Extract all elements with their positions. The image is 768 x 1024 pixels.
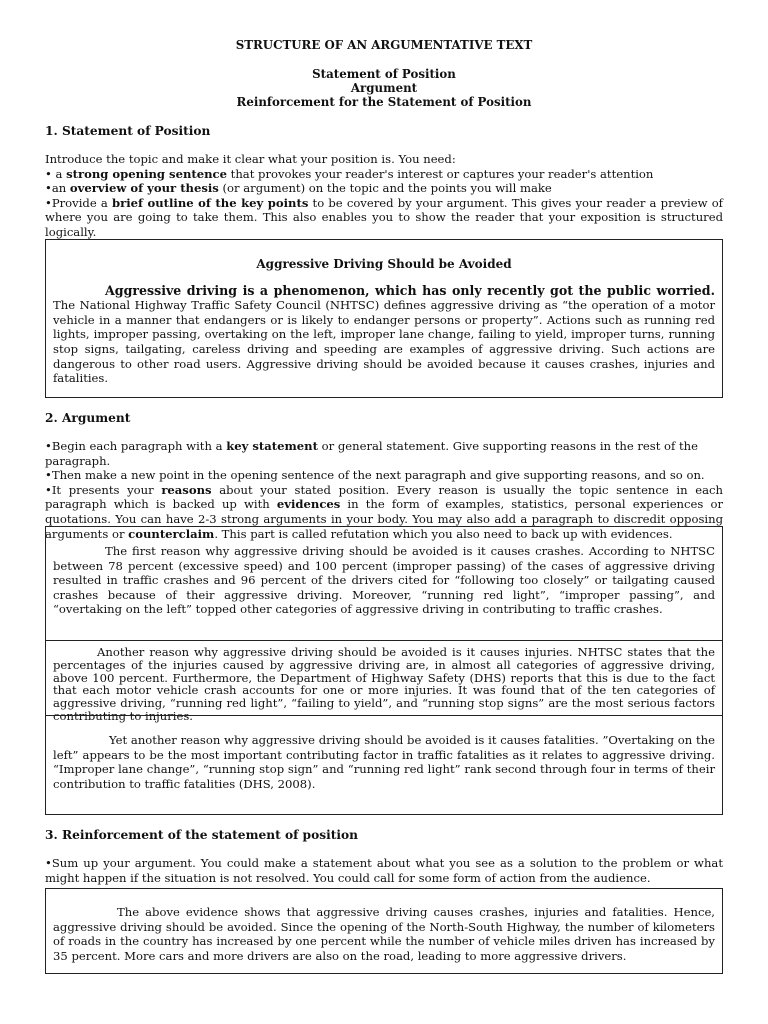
example-lead-sentence: Aggressive driving is a phenomenon, which has only recently got the public worried. bbox=[105, 282, 715, 298]
argument-example-3-box bbox=[45, 715, 723, 815]
section1-example-box bbox=[45, 239, 723, 398]
section2-heading: 2. Argument bbox=[45, 411, 131, 425]
section2-bullet-3: •It presents your reasons about your stated position. Every reason is usually the topic sentence in each paragraph which is backed up with evidences in the form of examples, statistics, personal experiences or quotations. You can have 2-3 strong arguments in your body. You may also add a paragraph to discredit opposing arguments or counterclaim. This part is called refutation which you also need to back up with evidences. bbox=[45, 482, 723, 541]
example-paragraph: Aggressive driving is a phenomenon, which has only recently got the public worried. The National Highway Traffic Safety Council (NHTSC) defines aggressive driving as “the operation of a motor vehicle in a manner that endangers or is likely to endanger persons or property”. Actions such as running red lights, improper passing, overtaking on the left, improper lane change, failing to yield, improper turns, running stop signs, tailgating, careless driving and speeding are examples of aggressive driving. Such actions are dangerous to other road users. Aggressive driving should be avoided because it causes crashes, injuries and fatalities. bbox=[53, 282, 715, 386]
argument-example-1-box bbox=[45, 526, 723, 641]
argument-example-3: Yet another reason why aggressive driving should be avoided is it causes fatalities. ”Overtaking on the left” appears to be the most important contributing factor in traffic fatalities as it relates to aggressive driving. “Improper lane change”, “running stop sign” and “running red light” rank second through four in terms of their contribution to traffic fatalities (DHS, 2008). bbox=[53, 733, 715, 791]
section2-bullet-2: •Then make a new point in the opening sentence of the next paragraph and give supporting reasons, and so on. bbox=[45, 468, 705, 483]
reinforcement-example-box bbox=[45, 888, 723, 974]
subtitle-reinforcement: Reinforcement for the Statement of Position bbox=[236, 95, 532, 109]
section1-bullet-2: •an overview of your thesis (or argument) on the topic and the points you will make bbox=[45, 181, 552, 196]
section1-bullet-1: • a strong opening sentence that provokes your reader's interest or captures your reader's attention bbox=[45, 166, 654, 181]
section1-instructions bbox=[45, 152, 723, 240]
document-title: STRUCTURE OF AN ARGUMENTATIVE TEXT bbox=[235, 38, 533, 52]
argument-example-2: Another reason why aggressive driving should be avoided is it causes injuries. NHTSC states that the percentages of the injuries caused by aggressive driving are, in almost all categories of aggressive driving, above 100 percent. Furthermore, the Department of Highway Safety (DHS) reports that this is due to the fact that each motor vehicle crash accounts for one or more injuries. It was found that of the ten categories of aggressive driving, “running red light”, “failing to yield”, and “running stop signs” are the most serious factors contributing to injuries. bbox=[53, 645, 715, 723]
section2-bullet-1: •Begin each paragraph with a key statement or general statement. Give supporting reasons in the rest of the paragraph. bbox=[45, 439, 699, 468]
section1-bullet-3: •Provide a brief outline of the key points to be covered by your argument. This gives your reader a preview of where you are going to take them. This also enables you to show the reader that your exposition is structured logically. bbox=[45, 195, 723, 239]
example-title: Aggressive Driving Should be Avoided bbox=[256, 257, 512, 271]
argument-example-2-box bbox=[45, 640, 723, 723]
section1-heading: 1. Statement of Position bbox=[45, 124, 211, 138]
section1-intro: Introduce the topic and make it clear what your position is. You need: bbox=[45, 152, 456, 166]
reinforcement-example: The above evidence shows that aggressive driving causes crashes, injuries and fatalities. Hence, aggressive driving should be avoided. Since the opening of the North-South Highway, the number of kilometers of roads in the country has increased by one percent while the number of vehicle miles driven has increased by 35 percent. More cars and more drivers are also on the road, leading to more aggressive drivers. bbox=[53, 905, 715, 963]
subtitle-argument: Argument bbox=[350, 81, 418, 95]
argument-example-1: The first reason why aggressive driving should be avoided is it causes crashes. According to NHTSC between 78 percent (excessive speed) and 100 percent (improper passing) of the cases of aggressive driving resulted in traffic crashes and 96 percent of the drivers cited for “following too closely” or tailgating caused crashes because of their aggressive driving. Moreover, “running red light”, “improper passing”, and “overtaking on the left” topped other categories of aggressive driving in contributing to traffic crashes. bbox=[53, 544, 715, 617]
section3-bullet: •Sum up your argument. You could make a statement about what you see as a solution to the problem or what might happen if the situation is not resolved. You could call for some form of action from the audience. bbox=[45, 856, 723, 885]
subtitle-block bbox=[45, 67, 723, 109]
subtitle-statement: Statement of Position bbox=[312, 67, 456, 81]
section3-heading: 3. Reinforcement of the statement of position bbox=[45, 828, 358, 842]
